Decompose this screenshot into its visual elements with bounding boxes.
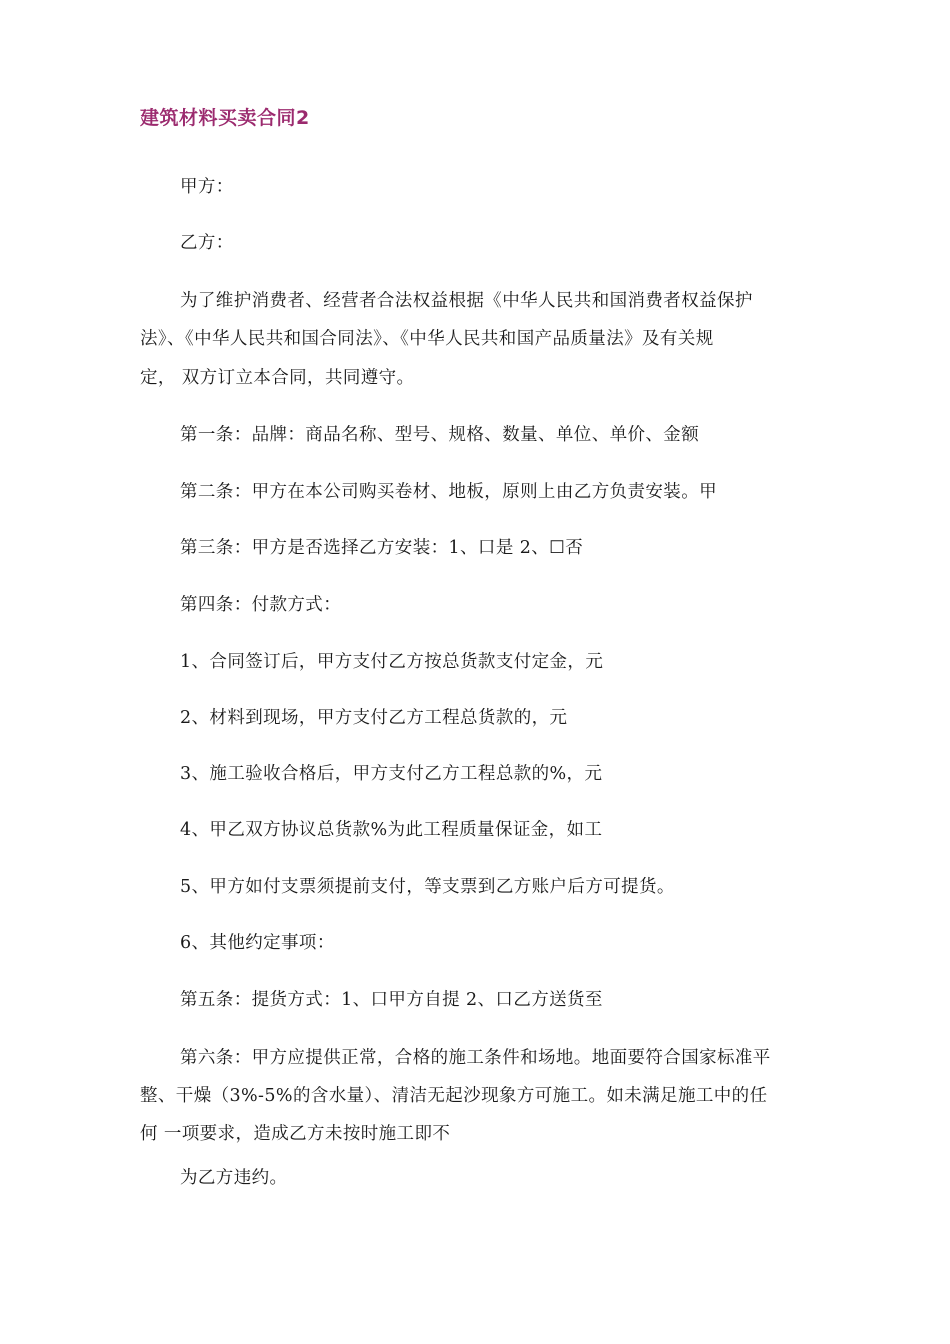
party-a-line: 甲方：	[180, 177, 234, 197]
article-5: 第五条：提货方式：1、口甲方自提 2、口乙方送货至	[180, 990, 603, 1010]
article-6-line-2: 整、干燥（3%-5%的含水量）、清洁无起沙现象方可施工。如未满足施工中的任	[140, 1086, 768, 1106]
payment-item-3: 3、施工验收合格后，甲方支付乙方工程总款的%，元	[180, 764, 603, 784]
article-4: 第四条：付款方式：	[180, 595, 342, 615]
payment-item-4: 4、甲乙双方协议总货款%为此工程质量保证金，如工	[180, 820, 603, 840]
preamble-line-2: 法》、《中华人民共和国合同法》、《中华人民共和国产品质量法》及有关规	[140, 329, 714, 349]
article-3: 第三条：甲方是否选择乙方安装：1、口是 2、☐否	[180, 538, 584, 558]
preamble-line-1: 为了维护消费者、经营者合法权益根据《中华人民共和国消费者权益保护	[180, 291, 753, 311]
article-1: 第一条：品牌：商品名称、型号、规格、数量、单位、单价、金额	[180, 425, 700, 445]
payment-item-6: 6、其他约定事项：	[180, 933, 335, 953]
article-6-line-4: 为乙方违约。	[180, 1168, 288, 1188]
preamble-line-3: 定， 双方订立本合同，共同遵守。	[140, 368, 415, 388]
article-6-line-3: 何 一项要求，造成乙方未按时施工即不	[140, 1124, 451, 1144]
article-6-line-1: 第六条：甲方应提供正常，合格的施工条件和场地。地面要符合国家标准平	[180, 1048, 771, 1068]
payment-item-5: 5、甲方如付支票须提前支付，等支票到乙方账户后方可提货。	[180, 877, 675, 897]
article-2: 第二条：甲方在本公司购买卷材、地板，原则上由乙方负责安装。甲	[180, 482, 717, 502]
party-b-line: 乙方：	[180, 233, 234, 253]
document-title: 建筑材料买卖合同2	[140, 107, 310, 129]
payment-item-2: 2、材料到现场，甲方支付乙方工程总货款的，元	[180, 708, 568, 728]
payment-item-1: 1、合同签订后，甲方支付乙方按总货款支付定金，元	[180, 652, 604, 672]
